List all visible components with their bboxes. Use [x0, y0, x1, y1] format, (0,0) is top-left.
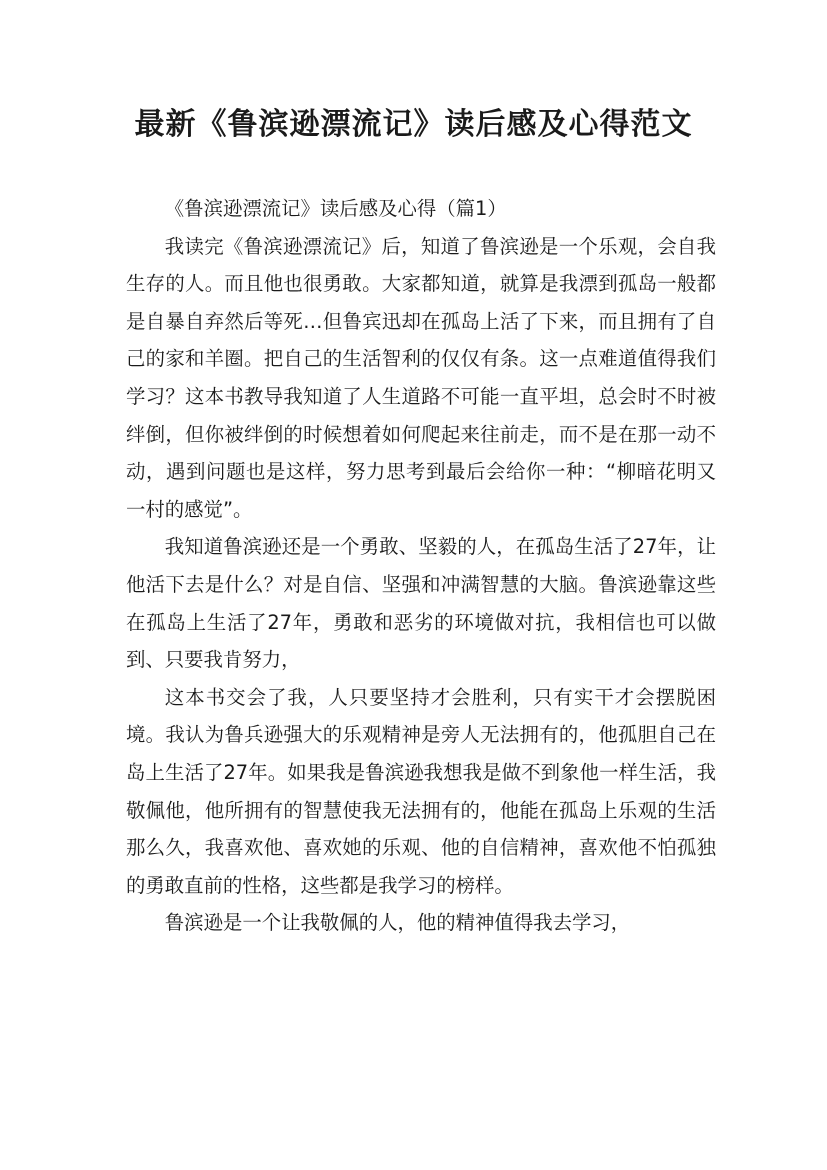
paragraph: 我读完《鲁滨逊漂流记》后，知道了鲁滨逊是一个乐观，会自我生存的人。而且他也很勇敢。大家都知道，就算是我漂到孤岛一般都是自暴自弃然后等死…但鲁宾迅却在孤岛上活了下来，而且拥有了自己的家和羊圈。把自己的生活智利的仅仅有条。这一点难道值得我们学习？这本书教导我知道了人生道路不可能一直平坦，总会时不时被绊倒，但你被绊倒的时候想着如何爬起来往前走，而不是在那一动不动，遇到问题也是这样，努力思考到最后会给你一种：“柳暗花明又一村的感觉”。 — [126, 234, 716, 521]
document-title: 最新《鲁滨逊漂流记》读后感及心得范文 — [134, 107, 693, 142]
section-heading: 《鲁滨逊漂流记》读后感及心得（篇1） — [164, 197, 507, 220]
paragraph: 鲁滨逊是一个让我敬佩的人，他的精神值得我去学习， — [164, 911, 631, 935]
paragraph: 我知道鲁滨逊还是一个勇敢、坚毅的人，在孤岛生活了27年，让他活下去是什么？对是自信、坚强和冲满智慧的大脑。鲁滨逊靠这些在孤岛上生活了27年，勇敢和恶劣的环境做对抗，我相信也可以做到、只要我肯努力， — [126, 535, 716, 672]
document-body — [126, 190, 716, 942]
paragraph: 这本书交会了我，人只要坚持才会胜利，只有实干才会摆脱困境。我认为鲁兵逊强大的乐观精神是旁人无法拥有的，他孤胆自己在岛上生活了27年。如果我是鲁滨逊我想我是做不到象他一样生活，我敬佩他，他所拥有的智慧使我无法拥有的，他能在孤岛上乐观的生活那么久，我喜欢他、喜欢她的乐观、他的自信精神，喜欢他不怕孤独的勇敢直前的性格，这些都是我学习的榜样。 — [126, 685, 716, 897]
